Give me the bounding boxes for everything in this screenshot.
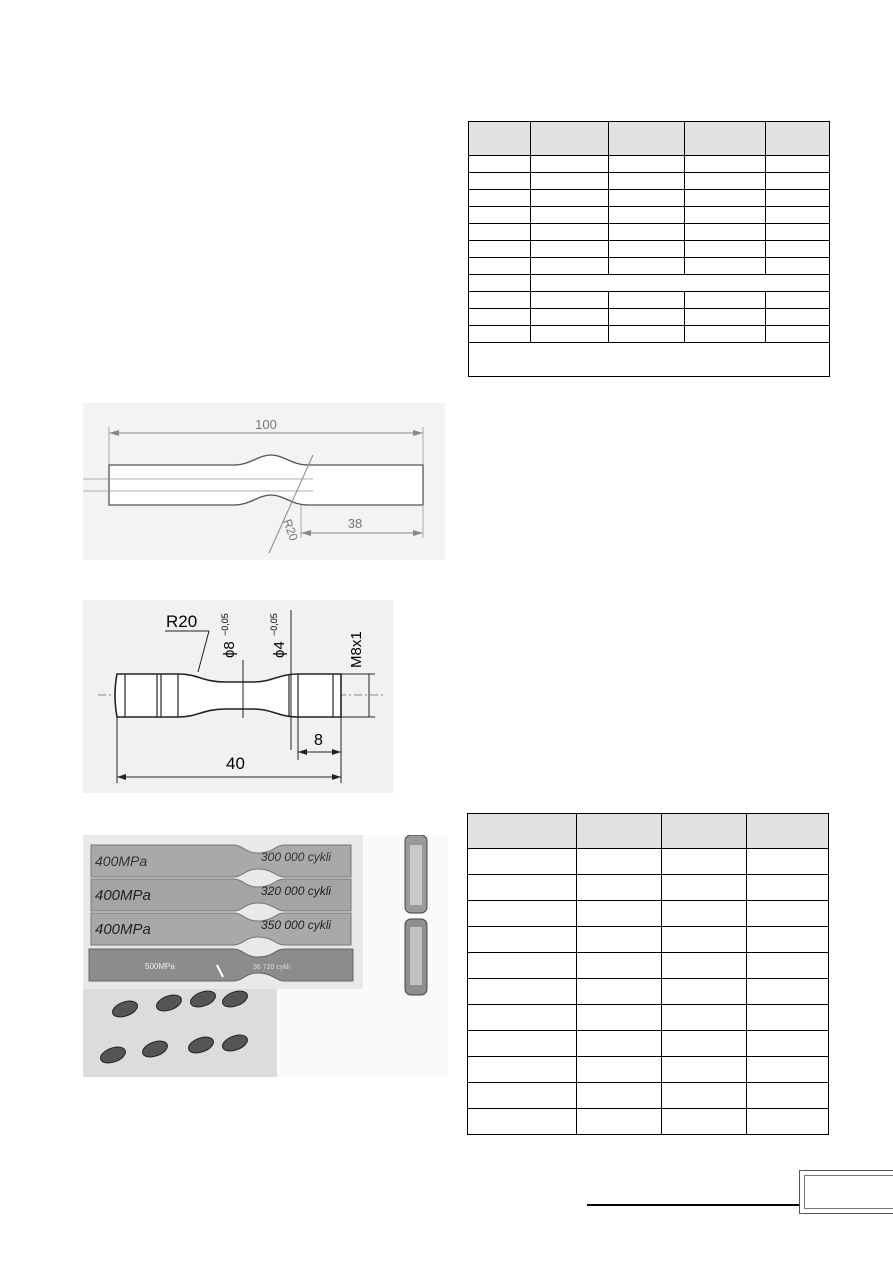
table-row xyxy=(468,901,829,927)
specimens-photo-svg xyxy=(83,835,448,1077)
specimen-4-stress: 500MPa xyxy=(145,962,175,971)
large-diameter-label: ϕ8 xyxy=(221,641,238,658)
specimens-photo xyxy=(83,835,448,1077)
table-row xyxy=(468,1057,829,1083)
table-row xyxy=(469,292,830,309)
specimen-4-cycles: 36 720 cykli xyxy=(253,964,290,971)
table-footer-row xyxy=(469,343,830,377)
table-row xyxy=(469,258,830,275)
thread-label: M8x1 xyxy=(348,631,365,668)
table-row xyxy=(469,207,830,224)
radius-label: R20 xyxy=(166,612,198,631)
small-diameter-label: ϕ4 xyxy=(271,641,288,658)
table-row xyxy=(469,190,830,207)
specimen-3-cycles: 350 000 cykli xyxy=(261,918,332,932)
radius-dimension: R20 xyxy=(280,517,301,543)
table-row xyxy=(468,849,829,875)
table-header-cell xyxy=(530,122,608,156)
length-dimension: 100 xyxy=(255,417,277,432)
table-row xyxy=(468,1005,829,1031)
table-header-cell xyxy=(766,122,830,156)
table-header-cell xyxy=(747,814,829,849)
table-row-merged xyxy=(469,275,830,292)
table-header-cell xyxy=(576,814,662,849)
table-row xyxy=(468,1109,829,1135)
table-row xyxy=(468,1083,829,1109)
specimen-1-stress: 400MPa xyxy=(95,853,148,869)
specimen-1-cycles: 300 000 cykli xyxy=(261,850,332,864)
specimen-2-cycles: 320 000 cykli xyxy=(261,884,332,898)
table-row xyxy=(468,953,829,979)
total-length-label: 40 xyxy=(226,754,245,773)
table-row xyxy=(468,1031,829,1057)
table-row xyxy=(468,979,829,1005)
table-header-cell xyxy=(662,814,747,849)
grip-length-label: 8 xyxy=(314,732,323,749)
table-row xyxy=(469,241,830,258)
table-header-cell xyxy=(608,122,685,156)
flat-specimen-drawing xyxy=(83,403,445,560)
table-row xyxy=(468,875,829,901)
footer-rule xyxy=(587,1204,799,1206)
flat-specimen-svg xyxy=(83,403,445,560)
table-header-cell xyxy=(685,122,766,156)
small-diameter-tolerance: −0,05 xyxy=(269,613,279,636)
properties-table xyxy=(468,121,830,377)
table-row xyxy=(469,309,830,326)
broken-round-specimen xyxy=(405,835,427,995)
round-specimen-drawing xyxy=(83,600,393,793)
table-row xyxy=(469,173,830,190)
large-diameter-tolerance: −0,05 xyxy=(220,613,230,636)
table-header-cell xyxy=(468,814,577,849)
table-row xyxy=(468,927,829,953)
page-number-box xyxy=(799,1170,893,1214)
end-length-dimension: 38 xyxy=(347,516,363,531)
round-specimen-svg xyxy=(83,600,393,793)
table-row xyxy=(469,326,830,343)
table-header-cell xyxy=(469,122,531,156)
specimen-2-stress: 400MPa xyxy=(95,887,151,904)
specimen-3-stress: 400MPa xyxy=(95,921,151,938)
table-row xyxy=(469,156,830,173)
results-table xyxy=(467,813,829,1135)
table-row xyxy=(469,224,830,241)
